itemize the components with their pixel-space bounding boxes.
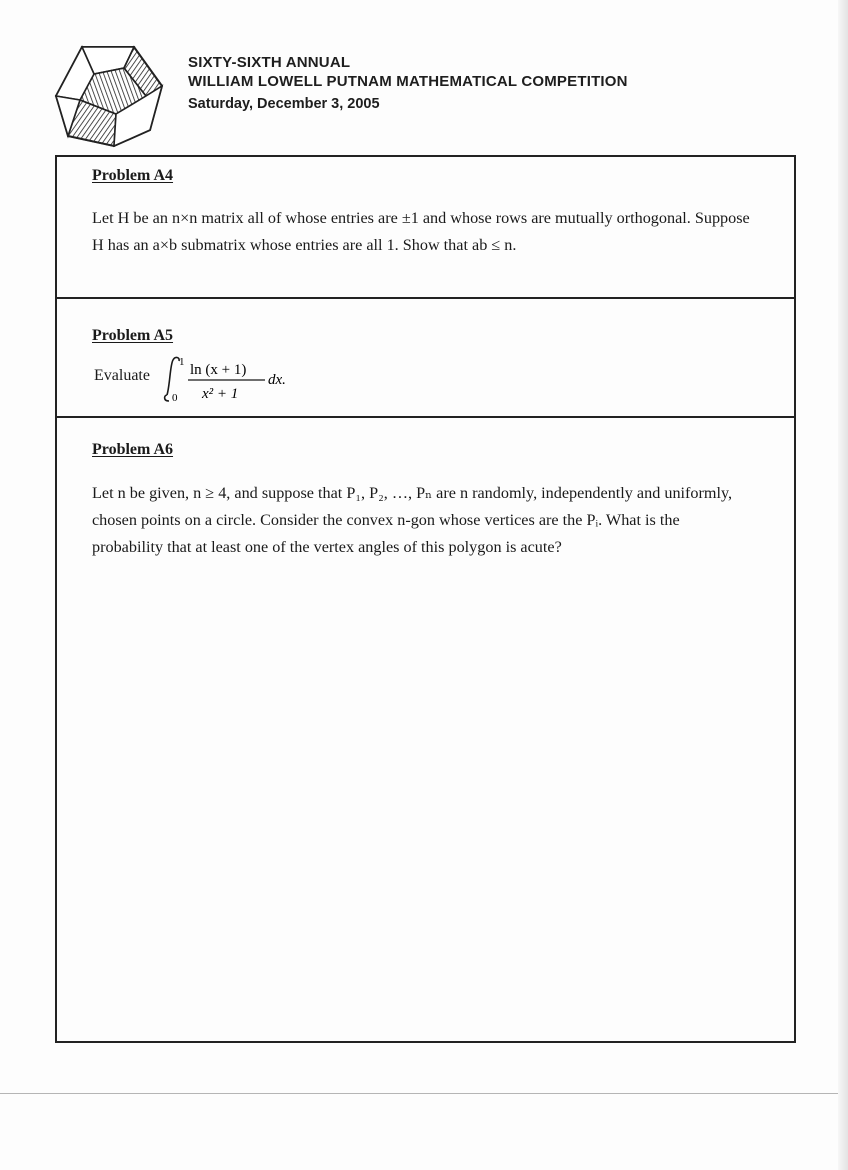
integral-expression <box>160 355 320 403</box>
integral-upper-limit: 1 <box>179 356 185 368</box>
divider-a4-a5 <box>57 297 794 299</box>
divider-a5-a6 <box>57 416 794 418</box>
problem-a6-text: Let n be given, n ≥ 4, and suppose that P₁, P₂, …, Pₙ are n randomly, independently and uniformly, chosen points on a circle. Consider the convex n-gon whose vertices are the Pᵢ. What is the probability that at least one of the vertex angles of this polygon is acute? <box>92 484 733 556</box>
problems-frame <box>55 155 796 1043</box>
integral-numerator: ln (x + 1) <box>190 362 247 378</box>
problem-a4-title: Problem A4 <box>92 167 174 184</box>
integral-lower-limit: 0 <box>172 392 178 403</box>
header-date: Saturday, December 3, 2005 <box>188 96 380 112</box>
polyhedron-logo-icon <box>54 44 164 148</box>
integral-differential: dx. <box>268 372 286 388</box>
page-bottom-edge <box>0 1093 848 1094</box>
problem-a4-text: Let H be an n×n matrix all of whose entries are ±1 and whose rows are mutually orthogonal. Suppose H has an a×b submatrix whose entries are all 1. Show that ab ≤ n. <box>92 209 750 254</box>
header-line-2: WILLIAM LOWELL PUTNAM MATHEMATICAL COMPETITION <box>188 73 628 90</box>
page-right-edge <box>838 0 848 1170</box>
integral-denominator: x² + 1 <box>202 386 239 402</box>
header-line-1: SIXTY-SIXTH ANNUAL <box>188 54 351 71</box>
competition-header <box>188 54 628 112</box>
evaluate-label: Evaluate <box>94 367 150 384</box>
problem-a5-body <box>94 355 494 405</box>
problem-a5-title: Problem A5 <box>92 327 174 344</box>
problem-a6-title: Problem A6 <box>92 441 174 458</box>
